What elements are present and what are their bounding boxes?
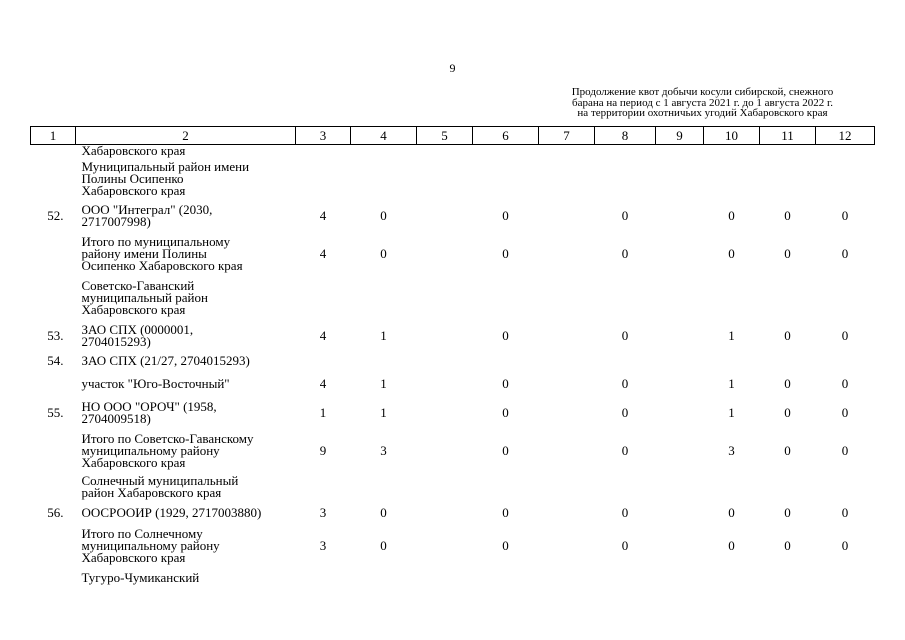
value-cell: 0 — [728, 538, 735, 553]
caption-line: на территории охотничьих угодий Хабаровского края — [577, 107, 828, 119]
value-cell — [539, 370, 595, 397]
value-cell — [351, 145, 417, 158]
row-name-line: НО ООО "ОРОЧ" (1958, — [81, 399, 217, 414]
row-number — [31, 157, 76, 200]
header-cell: 2 — [76, 127, 296, 145]
row-name-line: Осипенко Хабаровского края — [81, 258, 243, 273]
header-cell: 12 — [816, 127, 875, 145]
value-cell: 0 — [841, 208, 849, 223]
value-cell — [595, 568, 656, 588]
value-cell — [417, 502, 473, 524]
row-number: 52. — [47, 208, 64, 223]
value-cell: 0 — [841, 442, 849, 458]
row-name — [76, 502, 296, 524]
value-cell — [656, 502, 704, 524]
header-row — [31, 127, 875, 145]
table-row — [31, 370, 875, 397]
value-cell — [351, 157, 417, 200]
row-name-line: Хабаровского края — [81, 182, 186, 198]
value-cell: 4 — [319, 246, 327, 261]
value-cell: 1 — [728, 405, 735, 420]
value-cell — [816, 472, 875, 502]
table-row — [31, 145, 875, 158]
value-cell: 1 — [380, 375, 387, 391]
value-cell: 3 — [319, 538, 327, 553]
value-cell: 4 — [319, 328, 327, 343]
value-cell — [473, 568, 539, 588]
value-cell — [296, 568, 351, 588]
row-name-line: Итого по Солнечному — [81, 526, 203, 541]
row-name-line: району имени Полины — [81, 246, 207, 261]
value-cell — [760, 157, 816, 200]
value-cell: 0 — [502, 208, 509, 223]
value-cell — [816, 352, 875, 370]
value-cell — [816, 145, 875, 158]
table-row — [31, 397, 875, 429]
value-cell — [473, 472, 539, 502]
value-cell — [296, 157, 351, 200]
row-name-line: Итого по муниципальному — [81, 234, 231, 249]
value-cell: 0 — [502, 538, 509, 553]
value-cell — [539, 524, 595, 568]
value-cell — [760, 352, 816, 370]
value-cell — [417, 232, 473, 276]
header-cell: 3 — [296, 127, 351, 145]
value-cell — [704, 145, 760, 158]
value-cell: 9 — [319, 442, 327, 458]
table-row — [31, 200, 875, 232]
value-cell — [704, 276, 760, 320]
value-cell — [656, 232, 704, 276]
value-cell: 3 — [380, 442, 387, 458]
value-cell: 4 — [319, 375, 327, 391]
table-body — [31, 145, 875, 589]
row-name-line: Хабаровского края — [81, 550, 186, 565]
value-cell: 1 — [319, 405, 327, 420]
value-cell — [595, 157, 656, 200]
value-cell: 0 — [841, 505, 849, 520]
row-name-line: 2717007998) — [81, 214, 151, 229]
quota-table — [30, 126, 875, 588]
value-cell: 4 — [319, 208, 327, 223]
row-name-line: муниципальному району — [81, 538, 220, 553]
value-cell — [656, 524, 704, 568]
value-cell — [539, 276, 595, 320]
value-cell: 0 — [784, 442, 791, 458]
value-cell — [351, 472, 417, 502]
value-cell — [539, 232, 595, 276]
row-number — [31, 232, 76, 276]
value-cell — [760, 472, 816, 502]
value-cell — [473, 276, 539, 320]
value-cell: 0 — [502, 405, 509, 420]
row-name — [76, 276, 296, 320]
row-name-line: 2704015293) — [81, 334, 151, 349]
value-cell — [656, 397, 704, 429]
table-row — [31, 472, 875, 502]
row-number: 53. — [47, 328, 64, 343]
value-cell — [417, 568, 473, 588]
row-name-line: муниципальный район — [81, 290, 208, 305]
table-row — [31, 524, 875, 568]
value-cell — [539, 352, 595, 370]
value-cell: 0 — [380, 538, 387, 553]
value-cell — [656, 352, 704, 370]
value-cell — [473, 352, 539, 370]
value-cell: 0 — [502, 505, 509, 520]
row-name — [76, 320, 296, 352]
value-cell — [539, 429, 595, 472]
value-cell: 1 — [728, 375, 735, 391]
row-name-line: участок "Юго-Восточный" — [81, 375, 230, 391]
row-name-line: 2704009518) — [81, 411, 151, 426]
value-cell: 3 — [728, 442, 735, 458]
value-cell: 0 — [784, 208, 791, 223]
value-cell — [656, 276, 704, 320]
value-cell: 0 — [380, 208, 387, 223]
value-cell — [296, 472, 351, 502]
value-cell: 0 — [784, 375, 791, 391]
header-cell: 6 — [473, 127, 539, 145]
value-cell: 3 — [319, 505, 327, 520]
value-cell — [539, 397, 595, 429]
value-cell — [539, 320, 595, 352]
value-cell: 0 — [841, 328, 849, 343]
value-cell: 0 — [621, 442, 629, 458]
value-cell: 0 — [728, 208, 735, 223]
value-cell — [473, 145, 539, 158]
row-name — [76, 352, 296, 370]
value-cell: 0 — [621, 208, 629, 223]
value-cell: 0 — [502, 246, 509, 261]
row-number: 55. — [47, 405, 64, 420]
value-cell — [816, 568, 875, 588]
header-cell: 8 — [595, 127, 656, 145]
row-name — [76, 145, 296, 158]
value-cell: 0 — [502, 328, 509, 343]
value-cell — [704, 568, 760, 588]
value-cell: 0 — [784, 246, 791, 261]
header-cell: 7 — [539, 127, 595, 145]
value-cell: 1 — [728, 328, 735, 343]
row-name — [76, 524, 296, 568]
value-cell — [417, 352, 473, 370]
value-cell — [417, 200, 473, 232]
value-cell: 1 — [380, 405, 387, 420]
value-cell — [417, 397, 473, 429]
value-cell — [595, 472, 656, 502]
value-cell: 0 — [621, 375, 629, 391]
value-cell: 0 — [728, 246, 735, 261]
value-cell — [539, 502, 595, 524]
table-row — [31, 157, 875, 200]
value-cell — [417, 145, 473, 158]
row-name-line: Муниципальный район имени — [81, 158, 250, 174]
row-number — [31, 429, 76, 472]
caption-line: барана на период с 1 августа 2021 г. до 1 августа 2022 г. — [572, 96, 833, 109]
value-cell — [656, 472, 704, 502]
value-cell — [296, 352, 351, 370]
value-cell — [417, 276, 473, 320]
value-cell: 0 — [621, 246, 629, 261]
table-row — [31, 232, 875, 276]
row-name-line: ООСРООИР (1929, 2717003880) — [81, 505, 262, 520]
header-cell: 11 — [760, 127, 816, 145]
table-row — [31, 276, 875, 320]
row-name — [76, 397, 296, 429]
value-cell: 0 — [784, 328, 791, 343]
value-cell — [656, 157, 704, 200]
value-cell — [417, 472, 473, 502]
row-name — [76, 157, 296, 200]
value-cell — [704, 472, 760, 502]
page-number: 9 — [449, 61, 456, 75]
value-cell — [760, 276, 816, 320]
value-cell — [351, 568, 417, 588]
value-cell — [473, 157, 539, 200]
table-row — [31, 502, 875, 524]
row-number — [31, 472, 76, 502]
value-cell: 0 — [621, 538, 629, 553]
table-row — [31, 429, 875, 472]
row-number — [31, 145, 76, 158]
row-name-line: Итого по Советско-Гаванскому — [81, 430, 254, 446]
value-cell — [656, 370, 704, 397]
table-row — [31, 568, 875, 588]
value-cell: 0 — [621, 328, 629, 343]
value-cell: 0 — [784, 505, 791, 520]
value-cell — [296, 145, 351, 158]
value-cell — [539, 145, 595, 158]
value-cell — [539, 200, 595, 232]
value-cell — [539, 472, 595, 502]
value-cell — [656, 145, 704, 158]
value-cell: 1 — [380, 328, 387, 343]
value-cell — [417, 157, 473, 200]
row-number — [31, 276, 76, 320]
header-cell: 5 — [417, 127, 473, 145]
table-caption — [535, 87, 870, 119]
value-cell — [656, 429, 704, 472]
header-cell: 1 — [31, 127, 76, 145]
value-cell — [351, 276, 417, 320]
value-cell — [296, 276, 351, 320]
value-cell: 0 — [784, 405, 791, 420]
row-name-line: ООО "Интеграл" (2030, — [81, 202, 213, 217]
value-cell: 0 — [502, 375, 509, 391]
value-cell — [656, 320, 704, 352]
row-name-line: район Хабаровского края — [81, 485, 222, 500]
value-cell: 0 — [380, 505, 387, 520]
value-cell — [539, 157, 595, 200]
row-number: 54. — [47, 353, 64, 368]
row-name-line: ЗАО СПХ (0000001, — [81, 322, 194, 337]
value-cell — [417, 320, 473, 352]
value-cell — [595, 145, 656, 158]
value-cell — [760, 145, 816, 158]
value-cell: 0 — [502, 442, 509, 458]
row-number — [31, 568, 76, 588]
row-name — [76, 200, 296, 232]
value-cell: 0 — [728, 505, 735, 520]
value-cell — [816, 157, 875, 200]
value-cell: 0 — [380, 246, 387, 261]
value-cell — [351, 352, 417, 370]
row-name — [76, 568, 296, 588]
row-name — [76, 429, 296, 472]
row-name-line: Хабаровского края — [81, 454, 186, 470]
header-cell: 4 — [351, 127, 417, 145]
value-cell: 0 — [841, 375, 849, 391]
value-cell — [704, 157, 760, 200]
row-name-line: Советско-Гаванский — [81, 278, 195, 293]
row-number — [31, 370, 76, 397]
row-number — [31, 524, 76, 568]
value-cell — [656, 568, 704, 588]
row-name — [76, 232, 296, 276]
table-row — [31, 320, 875, 352]
value-cell: 0 — [841, 246, 849, 261]
value-cell: 0 — [621, 405, 629, 420]
row-name-line: ЗАО СПХ (21/27, 2704015293) — [81, 353, 250, 368]
value-cell — [816, 276, 875, 320]
row-name-line: Тугуро-Чумиканский — [81, 570, 200, 585]
row-name-line: муниципальному району — [81, 442, 220, 458]
value-cell — [760, 568, 816, 588]
value-cell: 0 — [841, 538, 849, 553]
row-name — [76, 370, 296, 397]
row-number: 56. — [47, 505, 64, 520]
row-name-line: Хабаровского края — [81, 143, 186, 158]
row-name — [76, 472, 296, 502]
row-name-line: Хабаровского края — [81, 302, 186, 317]
value-cell — [595, 276, 656, 320]
value-cell — [417, 524, 473, 568]
value-cell — [417, 370, 473, 397]
row-name-line: Солнечный муниципальный — [81, 473, 239, 488]
value-cell — [417, 429, 473, 472]
header-cell: 9 — [656, 127, 704, 145]
row-name-line: Полины Осипенко — [81, 170, 184, 186]
value-cell — [595, 352, 656, 370]
caption-line: Продолжение квот добычи косули сибирской, снежного — [571, 86, 834, 98]
header-cell: 10 — [704, 127, 760, 145]
value-cell — [704, 352, 760, 370]
table-row — [31, 352, 875, 370]
value-cell — [656, 200, 704, 232]
value-cell: 0 — [784, 538, 791, 553]
value-cell — [539, 568, 595, 588]
value-cell: 0 — [621, 505, 629, 520]
value-cell: 0 — [841, 405, 849, 420]
